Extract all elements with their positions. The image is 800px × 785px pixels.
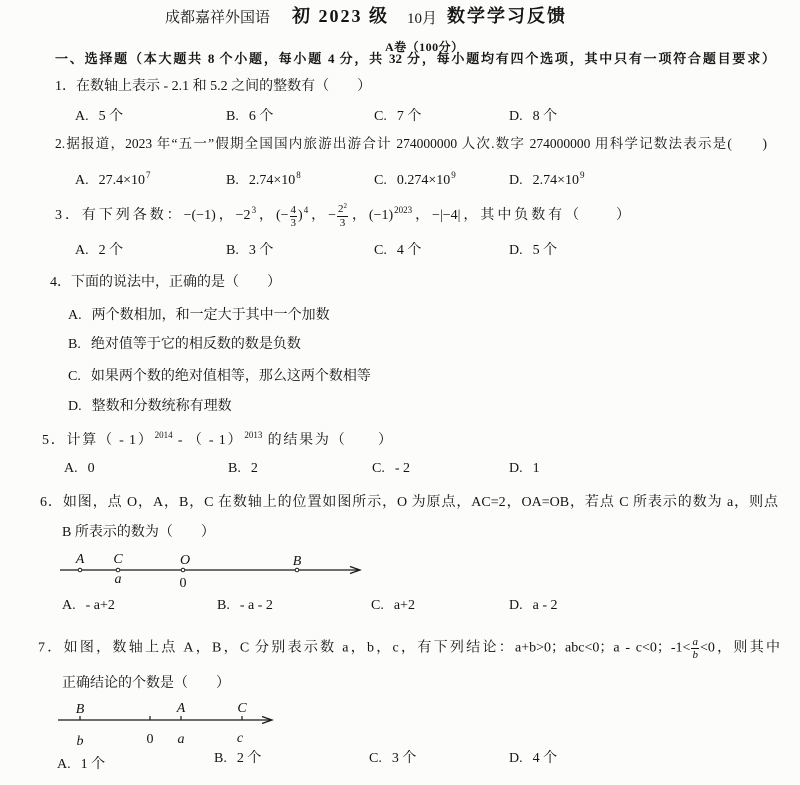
option-key: B. — [214, 751, 227, 766]
q3-stem — [55, 203, 630, 229]
q6-option-a — [62, 596, 115, 616]
option-text: 5 个 — [532, 243, 558, 258]
q4-option-a — [68, 306, 330, 326]
option-text: 绝对值等于它的相反数的数是负数 — [90, 337, 301, 352]
option-base: 27.4×10 — [98, 173, 146, 188]
q5-tail: 的结果为（ ） — [262, 433, 392, 448]
option-key: B. — [217, 598, 230, 613]
q6-option-b — [217, 596, 273, 616]
q2-option-d — [509, 171, 585, 191]
q6-point-o-value: 0 — [179, 576, 187, 590]
q7-lead: 7．如图，数轴上点 A，B，C 分别表示数 a，b，c，有下列结论：a+b>0；abc<0；a - c<0；-1< — [38, 640, 691, 656]
q7-tail: <0，则其中 — [699, 640, 780, 656]
option-key: B. — [226, 243, 239, 258]
q5-option-b — [228, 459, 258, 479]
q6-stem-line-1: 6．如图，点 O，A，B，C 在数轴上的位置如图所示，O 为原点，AC=2，OA=OB，若点 C 所表示的数为 a，则点 — [40, 495, 778, 510]
option-text: 3 个 — [248, 243, 274, 258]
q3-term-3-open: ，(− — [256, 208, 289, 224]
option-key: A. — [62, 598, 76, 613]
option-base: 2.74×10 — [248, 173, 296, 188]
option-key: B. — [226, 109, 239, 124]
option-base: 0.274×10 — [396, 173, 451, 188]
q7-point-c-value: c — [236, 731, 244, 746]
option-exponent: 9 — [580, 170, 585, 180]
q6-point-b-label: B — [292, 554, 302, 569]
q6-point-c-value: a — [114, 572, 122, 587]
option-exponent: 9 — [451, 170, 456, 180]
option-key: D. — [509, 109, 523, 124]
q6-stem-line-2: B 所表示的数为（ ） — [62, 525, 215, 540]
q3-option-d — [509, 241, 557, 261]
q1-option-d — [509, 107, 557, 127]
option-key: A. — [57, 757, 71, 772]
q5-option-d — [509, 459, 540, 479]
q5-option-a — [64, 459, 95, 479]
q6-number-line — [55, 546, 370, 590]
q3-term-3-close: ) — [298, 208, 303, 224]
q1-option-a — [75, 107, 123, 127]
q2-option-c — [374, 171, 456, 191]
option-text: 2 个 — [98, 243, 124, 258]
option-key: A. — [75, 109, 89, 124]
q4-option-c — [68, 367, 371, 387]
q5-stem — [42, 430, 392, 452]
q5-exponent-2: 2013 — [244, 430, 263, 440]
option-key: A. — [64, 461, 78, 476]
option-text: a+2 — [393, 598, 415, 613]
q7-point-b-value: b — [76, 734, 84, 749]
option-key: B. — [228, 461, 241, 476]
option-text: 0 — [87, 461, 95, 476]
q7-point-c-label: C — [237, 701, 247, 716]
option-text: - 2 — [394, 461, 411, 476]
q7-point-a-label: A — [176, 701, 186, 716]
q6-point-o-label: O — [179, 553, 191, 568]
q4-option-b — [68, 335, 301, 355]
option-text: 2 — [250, 461, 258, 476]
option-text: 整数和分数统称有理数 — [91, 399, 232, 414]
q7-fraction — [691, 636, 699, 661]
q7-option-d — [509, 749, 557, 769]
q6-point-a-label: A — [75, 552, 85, 567]
q3-term-5: ，(−1) — [349, 208, 394, 224]
q7-option-a — [57, 755, 105, 775]
q7-number-line — [50, 698, 282, 750]
q3-term-2-exponent: 3 — [251, 205, 257, 216]
q3-term-3-exponent: 4 — [303, 205, 309, 216]
header-title: 数学学习反馈 — [447, 6, 567, 26]
option-text: 1 — [532, 461, 540, 476]
option-text: 8 个 — [532, 109, 558, 124]
option-key: A. — [68, 308, 82, 323]
fraction-denominator: 3 — [290, 216, 297, 229]
q3-term-4-sign: ，− — [308, 208, 337, 224]
fraction-denominator: b — [692, 649, 698, 661]
numerator-exponent: 2 — [343, 203, 348, 210]
q7-origin-value: 0 — [146, 732, 154, 747]
header-month: 10月 — [407, 11, 438, 27]
header-school: 成都嘉祥外国语 — [165, 10, 271, 26]
q4-stem: 4．下面的说法中，正确的是（ ） — [50, 275, 281, 290]
q6-point-c-label: C — [113, 552, 123, 567]
q2-stem: 2.据报道，2023 年“五一”假期全国国内旅游出游合计 274000000 人次.数字 274000000 用科学记数法表示是( ) — [55, 136, 767, 151]
option-text: 4 个 — [532, 751, 558, 766]
fraction-numerator: a — [692, 636, 698, 648]
option-text: 4 个 — [396, 243, 422, 258]
q7-option-b — [214, 749, 261, 769]
option-text: 5 个 — [98, 109, 124, 124]
option-key: C. — [374, 173, 387, 188]
q3-option-b — [226, 241, 273, 261]
option-key: B. — [68, 337, 81, 352]
q3-number: 3． — [55, 208, 82, 224]
option-key: A. — [75, 243, 89, 258]
q7-point-b-label: B — [75, 702, 85, 717]
fraction-numerator: 4 — [290, 203, 297, 216]
q3-term-4-fraction — [337, 203, 348, 229]
option-key: D. — [509, 461, 523, 476]
q3-term-2-base: −2 — [235, 208, 251, 224]
option-key: C. — [374, 243, 387, 258]
q5-option-c — [372, 459, 410, 479]
q3-lead: 有下列各数： — [81, 208, 184, 224]
paper-label: A卷（100分） — [385, 40, 464, 54]
q3-term-3-fraction — [290, 204, 298, 229]
option-base: 2.74×10 — [532, 173, 580, 188]
q1-option-c — [374, 107, 421, 127]
option-key: C. — [369, 751, 382, 766]
q4-option-d — [68, 397, 232, 417]
q1-option-b — [226, 107, 273, 127]
option-text: - a+2 — [85, 598, 115, 613]
q7-point-a-value: a — [177, 732, 185, 747]
option-key: C. — [374, 109, 387, 124]
option-text: 3 个 — [391, 751, 417, 766]
option-key: D. — [68, 399, 82, 414]
fraction-denominator: 3 — [339, 217, 346, 229]
q1-stem: 1．在数轴上表示 - 2.1 和 5.2 之间的整数有（ ） — [55, 79, 372, 94]
option-key: C. — [372, 461, 385, 476]
header-grade: 初 2023 级 — [292, 6, 389, 26]
q3-term-1: −(−1)， — [183, 208, 236, 224]
q5-mid: - （ - 1） — [172, 433, 244, 448]
q2-option-a — [75, 171, 151, 191]
numerator-base: 2 — [338, 203, 344, 215]
q7-option-c — [369, 749, 416, 769]
q3-option-c — [374, 241, 421, 261]
option-key: C. — [371, 598, 384, 613]
q6-option-c — [371, 596, 415, 616]
section-heading: 一、选择题（本大题共 8 个小题，每小题 4 分，共 32 分，每小题均有四个选项，其中只有一项符合题目要求） — [55, 51, 775, 66]
option-text: 7 个 — [396, 109, 422, 124]
option-key: B. — [226, 173, 239, 188]
option-text: 如果两个数的绝对值相等，那么这两个数相等 — [90, 369, 371, 384]
q7-stem-line-2: 正确结论的个数是（ ） — [62, 676, 230, 691]
option-text: 1 个 — [80, 757, 106, 772]
q6-point-a-mark — [78, 568, 82, 572]
option-text: 6 个 — [248, 109, 274, 124]
q3-tail: ，−|−4|，其中负数有（ ） — [412, 208, 630, 224]
q7-stem-line-1 — [38, 636, 780, 661]
option-exponent: 8 — [296, 170, 301, 180]
fraction-numerator — [337, 203, 348, 217]
option-text: a - 2 — [532, 598, 558, 613]
option-key: D. — [509, 243, 523, 258]
option-text: - a - 2 — [239, 598, 273, 613]
option-key: A. — [75, 173, 89, 188]
q3-option-a — [75, 241, 123, 261]
q5-exponent-1: 2014 — [154, 430, 173, 440]
q2-option-b — [226, 171, 301, 191]
option-text: 2 个 — [236, 751, 262, 766]
option-key: D. — [509, 598, 523, 613]
option-exponent: 7 — [146, 170, 151, 180]
q6-point-o-mark — [181, 568, 185, 572]
option-text: 两个数相加，和一定大于其中一个加数 — [91, 308, 330, 323]
option-key: D. — [509, 751, 523, 766]
q3-term-5-exponent: 2023 — [394, 205, 413, 216]
option-key: C. — [68, 369, 81, 384]
q5-lead: 5．计算（ - 1） — [42, 433, 154, 448]
q6-option-d — [509, 596, 558, 616]
option-key: D. — [509, 173, 523, 188]
